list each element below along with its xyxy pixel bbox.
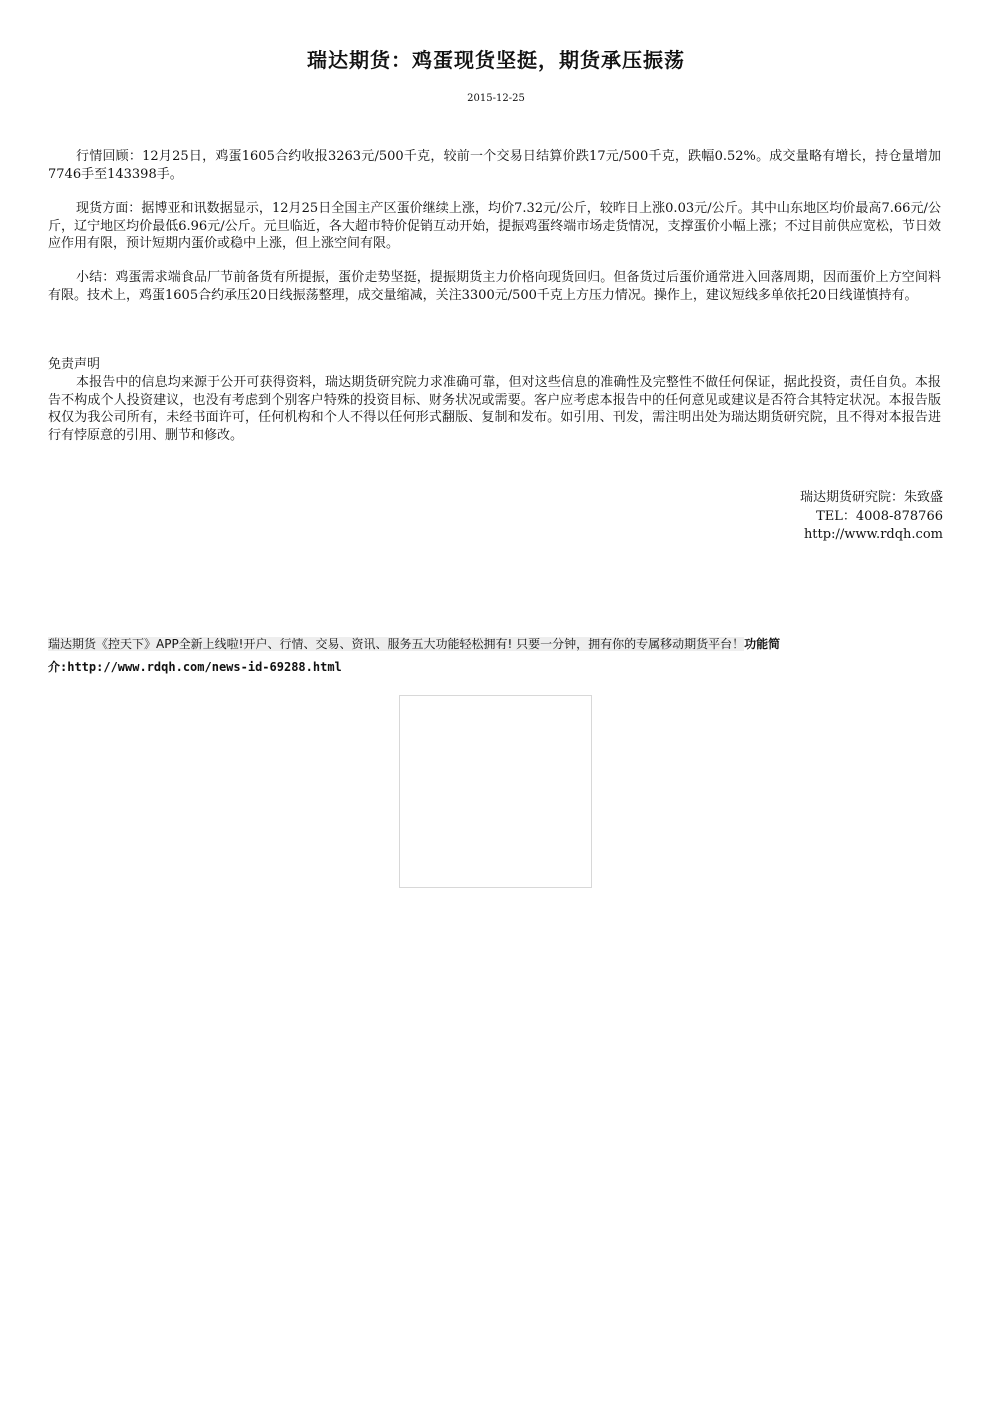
paragraph-market-review: 行情回顾：12月25日，鸡蛋1605合约收报3263元/500千克，较前一个交易日结算价跌17元/500千克，跌幅0.52%。成交量略有增长，持仓量增加7746手至143398手。 [48,149,941,182]
signature-url: http://www.rdqh.com [803,527,943,542]
promo-link[interactable]: http://www.rdqh.com/news-id-69288.html [67,660,342,674]
image-placeholder [399,695,592,888]
promo-label: 功能简介: [48,637,781,674]
disclaimer-text: 本报告中的信息均来源于公开可获得资料，瑞达期货研究院力求准确可靠，但对这些信息的准确性及完整性不做任何保证，据此投资，责任自负。本报告不构成个人投资建议，也没有考虑到个别客户特殊的投资目标、财务状况或需要。客户应考虑本报告中的任何意见或建议是否符合其特定状况。本报告版权仅为我公司所有，未经书面许可，任何机构和个人不得以任何形式翻版、复制和发布。如引用、刊发，需注明出处为瑞达期货研究院，且不得对本报告进行有悖原意的引用、删节和修改。 [48,375,941,443]
promo-text: 瑞达期货《控天下》APP全新上线啦!开户、行情、交易、资讯、服务五大功能轻松拥有! 只要一分钟，拥有你的专属移动期货平台！ [48,637,745,651]
signature-tel: TEL：4008-878766 [816,508,943,524]
signature-block [800,489,943,545]
paragraph-spot-market: 现货方面：据博亚和讯数据显示，12月25日全国主产区蛋价继续上涨，均价7.32元/公斤，较昨日上涨0.03元/公斤。其中山东地区均价最高7.66元/公斤，辽宁地区均价最低6.96元/公斤。元旦临近，各大超市特价促销互动开始，提振鸡蛋终端市场走货情况，支撑蛋价小幅上涨；不过目前供应宽松，节日效应作用有限，预计短期内蛋价或稳中上涨，但上涨空间有限。 [48,201,941,251]
article-date: 2015-12-25 [467,93,525,104]
paragraph-summary: 小结：鸡蛋需求端食品厂节前备货有所提振，蛋价走势坚挺，提振期货主力价格向现货回归。但备货过后蛋价通常进入回落周期，因而蛋价上方空间料有限。技术上，鸡蛋1605合约承压20日线振荡整理，成交量缩减，关注3300元/500千克上方压力情况。操作上，建议短线多单依托20日线谨慎持有。 [48,270,941,303]
promo-block [48,633,928,679]
disclaimer-title: 免责声明 [48,357,101,372]
article-title: 瑞达期货：鸡蛋现货坚挺，期货承压振荡 [307,48,685,72]
signature-author: 瑞达期货研究院：朱致盛 [799,490,943,505]
